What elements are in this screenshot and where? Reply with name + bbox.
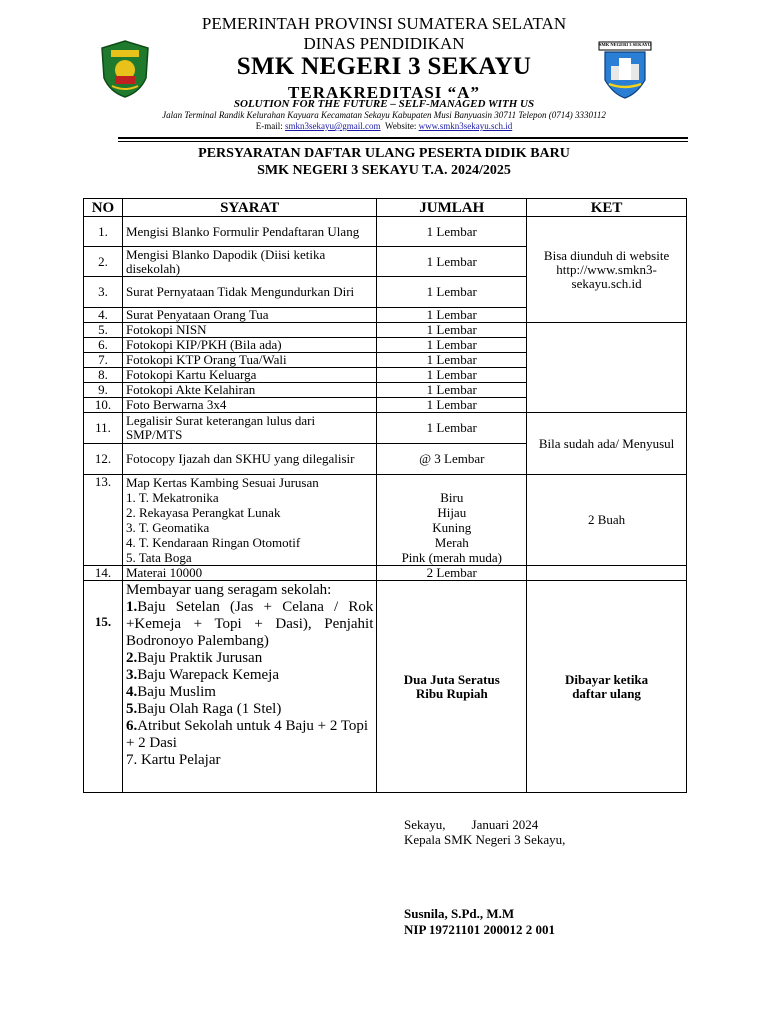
row-jumlah-payment: Dua Juta Seratus Ribu Rupiah — [377, 581, 527, 793]
item-number: 3. — [125, 667, 138, 683]
row-jumlah: 1 Lembar — [377, 338, 527, 353]
signature-nip: NIP 19721101 200012 2 001 — [404, 922, 555, 937]
row-jumlah: 1 Lembar — [377, 413, 527, 444]
row-syarat: Fotokopi KIP/PKH (Bila ada) — [122, 338, 376, 353]
list-item — [126, 684, 373, 701]
row-ket: 2 Buah — [527, 475, 687, 566]
row-jumlah-colors — [377, 475, 527, 566]
list-item: 4. T. Kendaraan Ringan Otomotif — [125, 535, 301, 550]
row-no: 3. — [84, 277, 123, 308]
table-row — [84, 566, 687, 581]
row-syarat: Materai 10000 — [122, 566, 376, 581]
header-school-name: SMK NEGERI 3 SEKAYU — [236, 53, 532, 80]
col-header-ket: KET — [527, 199, 687, 217]
row-jumlah: 1 Lembar — [377, 383, 527, 398]
website-link[interactable]: www.smkn3sekayu.sch.id — [418, 121, 513, 131]
row-jumlah: 1 Lembar — [377, 277, 527, 308]
header-divider-thin — [118, 141, 688, 142]
row-jumlah: 1 Lembar — [377, 247, 527, 277]
table-row — [84, 217, 687, 247]
row-no: 6. — [84, 338, 123, 353]
header-department: DINAS PENDIDIKAN — [303, 34, 465, 53]
row-no: 5. — [84, 323, 123, 338]
item-number: 4. — [125, 684, 138, 700]
header-divider-thick — [118, 137, 688, 139]
row-jumlah: 1 Lembar — [377, 353, 527, 368]
row-no: 8. — [84, 368, 123, 383]
signature-name: Susnila, S.Pd., M.M — [404, 906, 515, 921]
list-item: Hijau — [437, 505, 467, 520]
item-number: 2. — [125, 650, 138, 666]
ket-empty — [527, 323, 687, 413]
row-no: 4. — [84, 308, 123, 323]
row-syarat-jurusan — [122, 475, 376, 566]
row-syarat: Fotokopi Akte Kelahiran — [122, 383, 376, 398]
row-syarat: Fotokopi KTP Orang Tua/Wali — [122, 353, 376, 368]
item-text: Atribut Sekolah untuk 4 Baju + 2 Topi + 2 Dasi — [125, 718, 369, 751]
list-item: 1. T. Mekatronika — [125, 490, 219, 505]
header-tagline: SOLUTION FOR THE FUTURE – SELF-MANAGED WITH US — [233, 98, 535, 110]
row-jumlah: 1 Lembar — [377, 368, 527, 383]
row-syarat: Surat Penyataan Orang Tua — [122, 308, 376, 323]
list-item: Kuning — [432, 520, 472, 535]
header-contact — [0, 121, 768, 131]
col-header-no: NO — [84, 199, 123, 217]
table-row — [84, 323, 687, 338]
signature-place-date: Sekayu, Januari 2024 — [404, 817, 539, 832]
row-jumlah: 1 Lembar — [377, 398, 527, 413]
list-item — [126, 667, 373, 684]
table-row — [84, 581, 687, 793]
row-syarat-uniform — [122, 581, 376, 793]
list-item — [126, 599, 373, 650]
list-item — [126, 718, 373, 752]
row-no: 15. — [84, 581, 123, 793]
list-item: Merah — [434, 535, 469, 550]
row-no: 14. — [84, 566, 123, 581]
item-number: 5. — [125, 701, 138, 717]
ket-download: Bisa diunduh di website http://www.smkn3-sekayu.sch.id — [527, 217, 687, 323]
item-number: 6. — [125, 718, 138, 734]
school-logo-text: SMK NEGERI 3 SEKAYU — [599, 42, 651, 47]
row-no: 2. — [84, 247, 123, 277]
row-jumlah: 1 Lembar — [377, 217, 527, 247]
table-row — [84, 413, 687, 444]
list-item: Pink (merah muda) — [401, 550, 502, 565]
row-syarat: Mengisi Blanko Dapodik (Diisi ketika disekolah) — [122, 247, 376, 277]
website-label: Website: — [385, 121, 417, 131]
header-accreditation: TERAKREDITASI “A” — [288, 83, 480, 102]
row-ket-payment: Dibayar ketika daftar ulang — [527, 581, 687, 793]
row-no: 1. — [84, 217, 123, 247]
table-header-row — [84, 199, 687, 217]
row-syarat: Fotokopi NISN — [122, 323, 376, 338]
document-title: PERSYARATAN DAFTAR ULANG PESERTA DIDIK BARU — [198, 146, 570, 161]
row-syarat: Legalisir Surat keterangan lulus dari SMP/MTS — [122, 413, 376, 444]
jurusan-title: Map Kertas Kambing Sesuai Jurusan — [125, 475, 319, 490]
list-item — [126, 701, 373, 718]
table-row — [84, 475, 687, 566]
email-label: E-mail: — [255, 121, 283, 131]
item-number: 1. — [125, 599, 138, 615]
col-header-jumlah: JUMLAH — [377, 199, 527, 217]
row-no: 7. — [84, 353, 123, 368]
ket-empty — [527, 566, 687, 581]
row-no: 12. — [84, 444, 123, 475]
list-item: Biru — [440, 490, 464, 505]
header-address: Jalan Terminal Randik Kelurahan Kayuara Kecamatan Sekayu Kabupaten Musi Banyuasin 30711 Telepon (0714) 3330112 — [162, 110, 606, 120]
item-text: Baju Olah Raga (1 Stel) — [137, 701, 282, 717]
header-government: PEMERINTAH PROVINSI SUMATERA SELATAN — [201, 14, 567, 33]
row-syarat: Mengisi Blanko Formulir Pendaftaran Ulang — [122, 217, 376, 247]
row-no: 10. — [84, 398, 123, 413]
document-subtitle: SMK NEGERI 3 SEKAYU T.A. 2024/2025 — [257, 163, 511, 178]
list-item: 3. T. Geomatika — [125, 520, 210, 535]
row-no: 13. — [84, 475, 123, 566]
list-item: 7. Kartu Pelajar — [125, 752, 221, 768]
row-no: 11. — [84, 413, 123, 444]
item-text: Baju Setelan (Jas + Celana / Rok +Kemeja + Topi + Dasi), Penjahit Bodronoyo Palembang) — [125, 599, 374, 649]
item-text: Baju Warepack Kemeja — [137, 667, 279, 683]
row-jumlah: 2 Lembar — [377, 566, 527, 581]
row-syarat: Fotokopi Kartu Keluarga — [122, 368, 376, 383]
row-jumlah: 1 Lembar — [377, 308, 527, 323]
row-jumlah: @ 3 Lembar — [377, 444, 527, 475]
uniform-title: Membayar uang seragam sekolah: — [125, 582, 332, 598]
list-item — [126, 650, 373, 667]
signature-position: Kepala SMK Negeri 3 Sekayu, — [404, 832, 566, 847]
requirements-table — [83, 198, 687, 793]
row-jumlah: 1 Lembar — [377, 323, 527, 338]
row-syarat: Fotocopy Ijazah dan SKHU yang dilegalisir — [122, 444, 376, 475]
col-header-syarat: SYARAT — [122, 199, 376, 217]
list-item: 2. Rekayasa Perangkat Lunak — [125, 505, 281, 520]
item-text: Baju Praktik Jurusan — [137, 650, 263, 666]
ket-pending: Bila sudah ada/ Menyusul — [527, 413, 687, 475]
row-no: 9. — [84, 383, 123, 398]
row-syarat: Foto Berwarna 3x4 — [122, 398, 376, 413]
item-text: Baju Muslim — [137, 684, 216, 700]
row-syarat: Surat Pernyataan Tidak Mengundurkan Diri — [122, 277, 376, 308]
email-link[interactable]: smkn3sekayu@gmail.com — [285, 121, 381, 131]
list-item: 5. Tata Boga — [125, 550, 192, 565]
